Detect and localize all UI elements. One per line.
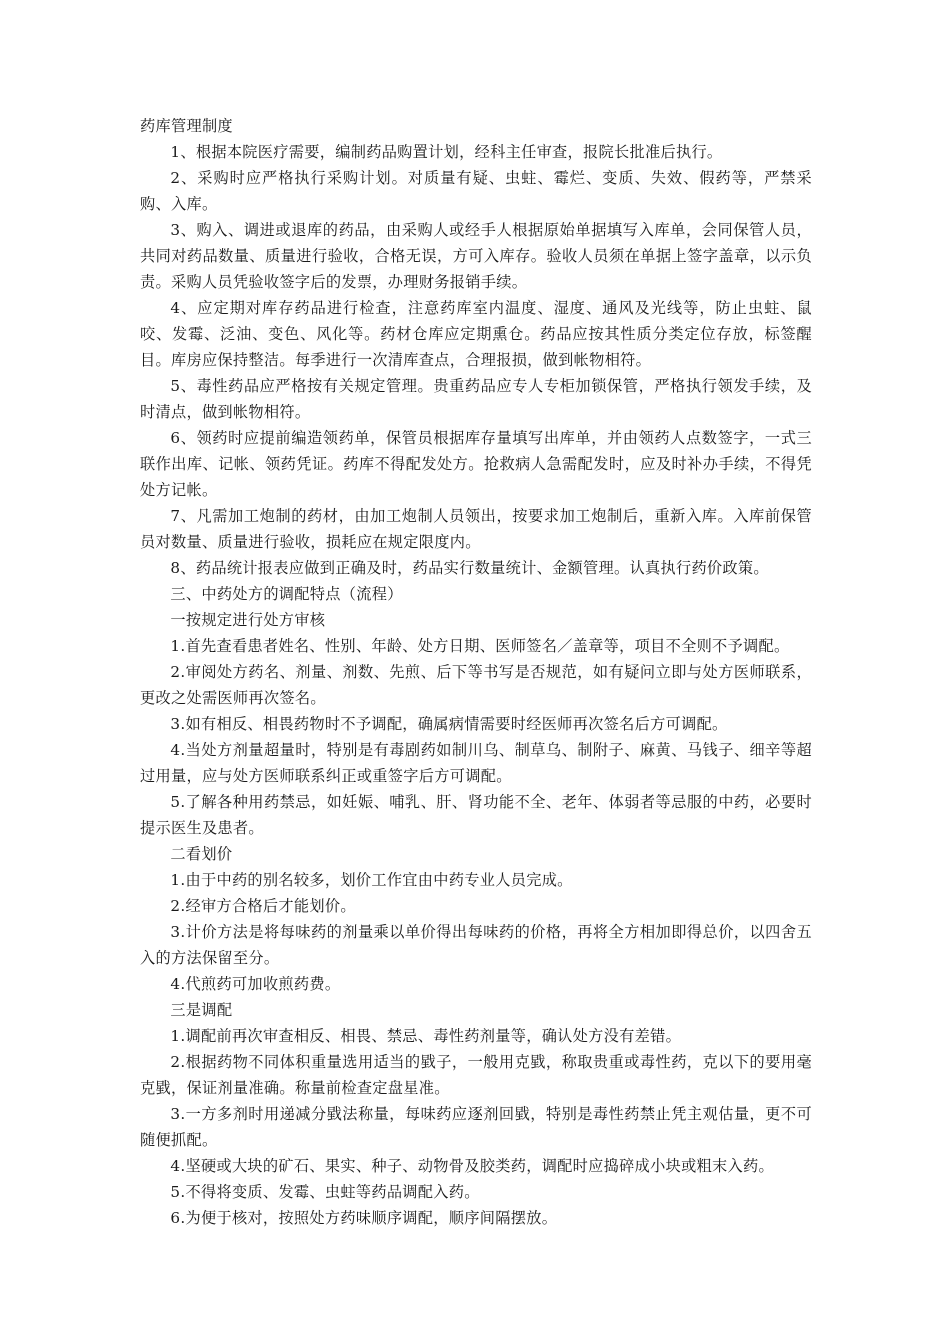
paragraph-compounding-2: 2.根据药物不同体积重量选用适当的戥子，一般用克戥，称取贵重或毒性药，克以下的要用毫克戥，保证剂量准确。称量前检查定盘星准。	[140, 1053, 812, 1097]
paragraph-rule-1: 1、根据本院医疗需要，编制药品购置计划，经科主任审查，报院长批准后执行。	[170, 143, 723, 161]
paragraph-compounding-3: 3.一方多剂时用递减分戥法称量，每味药应逐剂回戥，特别是毒性药禁止凭主观估量，更不可随便抓配。	[140, 1105, 812, 1149]
paragraph-rule-6: 6、领药时应提前编造领药单，保管员根据库存量填写出库单，并由领药人点数签字，一式三联作出库、记帐、领药凭证。药库不得配发处方。抢救病人急需配发时，应及时补办手续，不得凭处方记帐。	[140, 429, 812, 499]
paragraph-compounding-4: 4.坚硬或大块的矿石、果实、种子、动物骨及胶类药，调配时应捣碎成小块或粗末入药。	[170, 1157, 775, 1175]
subsection-heading-pricing: 二看划价	[170, 845, 233, 863]
paragraph-compounding-1: 1.调配前再次审查相反、相畏、禁忌、毒性药剂量等，确认处方没有差错。	[170, 1027, 682, 1045]
paragraph-pricing-4: 4.代煎药可加收煎药费。	[170, 975, 341, 993]
paragraph-review-4: 4.当处方剂量超量时，特别是有毒剧药如制川乌、制草乌、制附子、麻黄、马钱子、细辛等超过用量，应与处方医师联系纠正或重签字后方可调配。	[140, 741, 812, 785]
paragraph-compounding-5: 5.不得将变质、发霉、虫蛀等药品调配入药。	[170, 1183, 480, 1201]
paragraph-rule-7: 7、凡需加工炮制的药材，由加工炮制人员领出，按要求加工炮制后，重新入库。入库前保管员对数量、质量进行验收，损耗应在规定限度内。	[140, 507, 812, 551]
paragraph-rule-5: 5、毒性药品应严格按有关规定管理。贵重药品应专人专柜加锁保管，严格执行领发手续，及时清点，做到帐物相符。	[140, 377, 812, 421]
paragraph-rule-2: 2、采购时应严格执行采购计划。对质量有疑、虫蛀、霉烂、变质、失效、假药等，严禁采购、入库。	[140, 169, 812, 213]
document-title: 药库管理制度	[140, 117, 233, 135]
paragraph-review-5: 5.了解各种用药禁忌，如妊娠、哺乳、肝、肾功能不全、老年、体弱者等忌服的中药，必要时提示医生及患者。	[140, 793, 812, 837]
subsection-heading-review: 一按规定进行处方审核	[170, 611, 326, 629]
paragraph-review-3: 3.如有相反、相畏药物时不予调配，确属病情需要时经医师再次签名后方可调配。	[170, 715, 728, 733]
paragraph-review-1: 1.首先查看患者姓名、性别、年龄、处方日期、医师签名／盖章等，项目不全则不予调配。	[170, 637, 790, 655]
section-heading-dispensing: 三、中药处方的调配特点（流程）	[170, 585, 403, 603]
paragraph-rule-3: 3、购入、调进或退库的药品，由采购人或经手人根据原始单据填写入库单，会同保管人员，共同对药品数量、质量进行验收，合格无误，方可入库存。验收人员须在单据上签字盖章，以示负责。采购人员凭验收签字后的发票，办理财务报销手续。	[140, 221, 812, 291]
paragraph-pricing-2: 2.经审方合格后才能划价。	[170, 897, 356, 915]
paragraph-review-2: 2.审阅处方药名、剂量、剂数、先煎、后下等书写是否规范，如有疑问立即与处方医师联系，更改之处需医师再次签名。	[140, 663, 812, 707]
paragraph-pricing-3: 3.计价方法是将每味药的剂量乘以单价得出每味药的价格，再将全方相加即得总价，以四舍五入的方法保留至分。	[140, 923, 812, 967]
paragraph-compounding-6: 6.为便于核对，按照处方药味顺序调配，顺序间隔摆放。	[170, 1209, 558, 1227]
paragraph-pricing-1: 1.由于中药的别名较多，划价工作宜由中药专业人员完成。	[170, 871, 573, 889]
paragraph-rule-8: 8、药品统计报表应做到正确及时，药品实行数量统计、金额管理。认真执行药价政策。	[170, 559, 769, 577]
subsection-heading-compounding: 三是调配	[170, 1001, 233, 1019]
paragraph-rule-4: 4、应定期对库存药品进行检查，注意药库室内温度、湿度、通风及光线等，防止虫蛀、鼠咬、发霉、泛油、变色、风化等。药材仓库应定期熏仓。药品应按其性质分类定位存放，标签醒目。库房应保持整洁。每季进行一次清库查点，合理报损，做到帐物相符。	[140, 299, 812, 369]
document-page	[140, 113, 812, 1231]
